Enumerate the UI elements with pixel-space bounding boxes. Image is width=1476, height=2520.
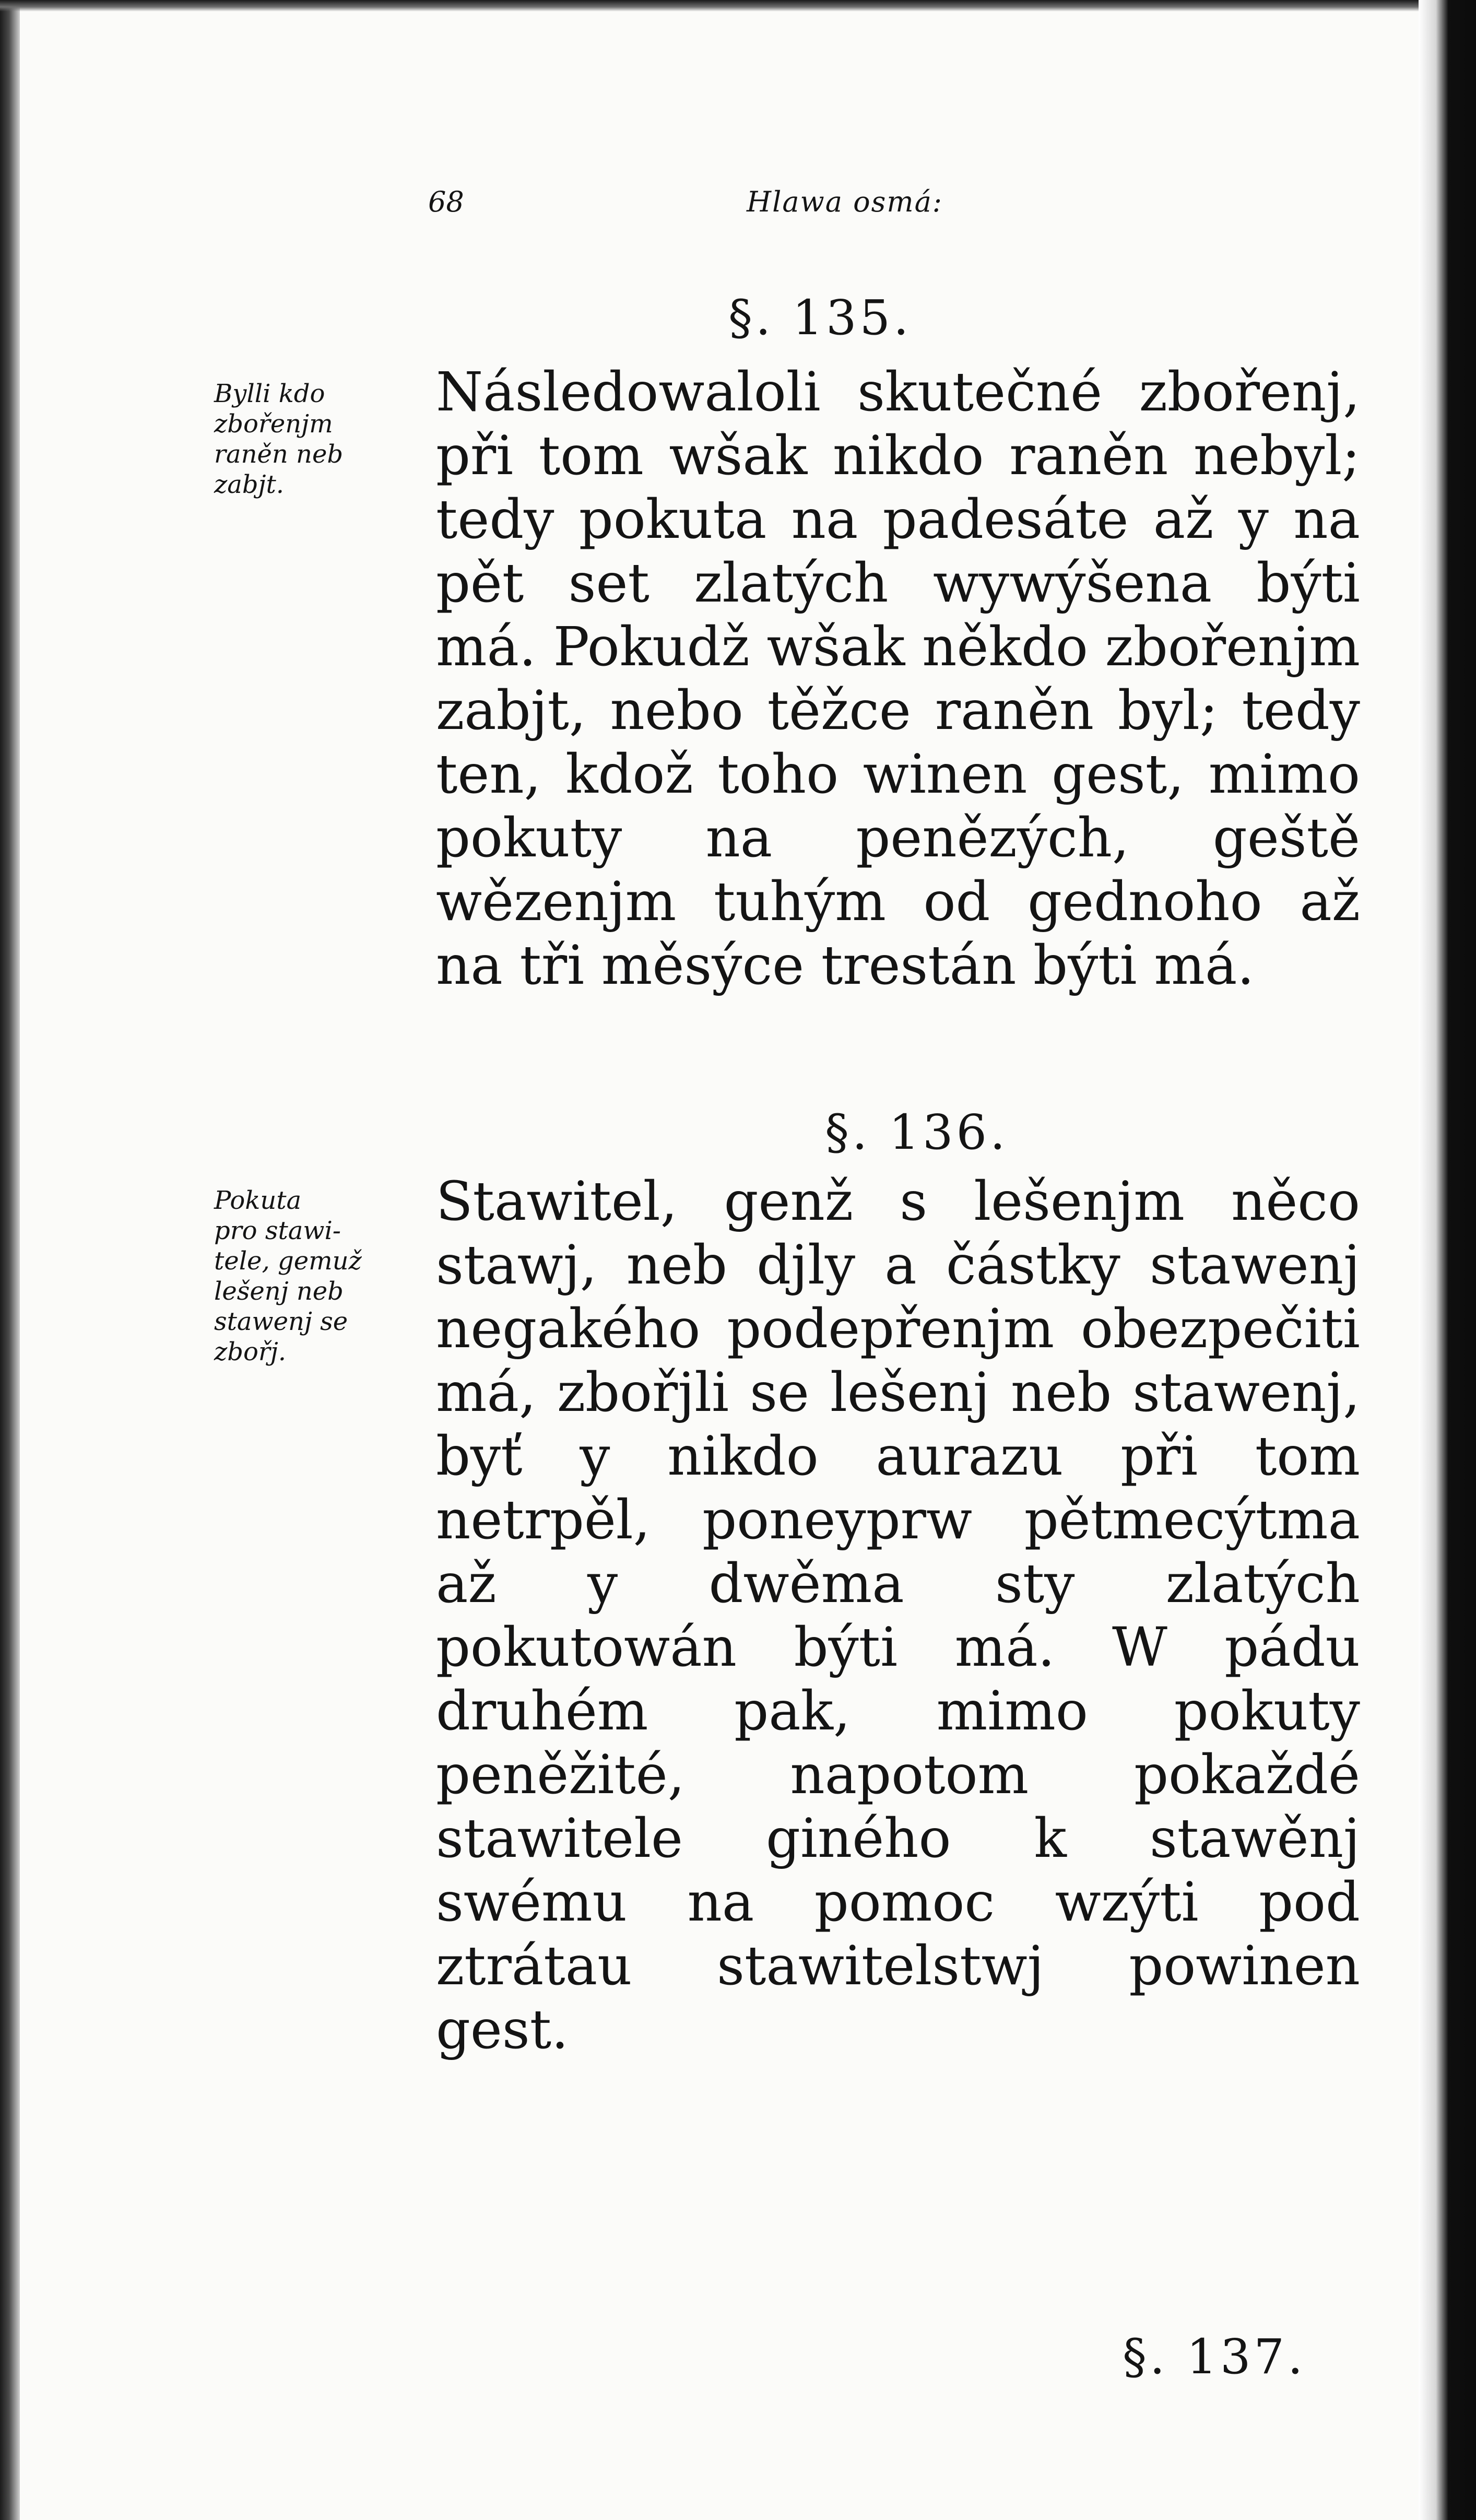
section-135-heading: §. 135. (728, 290, 912, 346)
running-title: Hlawa osmá: (747, 185, 943, 218)
section-136-margin-note: Pokuta pro stawi- tele, gemuž lešenj neb stawenj se zbořj. (214, 1186, 362, 1367)
section-136-heading: §. 136. (825, 1104, 1009, 1160)
binding-shadow (0, 0, 20, 2520)
page-header (428, 185, 1420, 232)
top-page-edge (0, 0, 1476, 11)
page-number: 68 (428, 185, 464, 218)
section-136-text: Stawitel, genž s lešenjm něco stawj, neb djly a částky stawenj negakého podepřenjm obezpečiti má, zbořjli se lešenj neb stawenj, byť y nikdo aurazu při tom netrpěl, poneyprw pětmecýtma až y dwěma sty zlatých pokutowán býti má. W pádu druhém pak, mimo pokuty peněžité, napotom pokaždé stawitele giného k stawěnj swému na pomoc wzýti pod ztrátau stawitelstwj powinen gest. (436, 1170, 1360, 2061)
right-page-edge (1419, 0, 1476, 2520)
catchword: §. 137. (1123, 2329, 1306, 2385)
section-135-text: Následowaloli skutečné zbořenj, při tom wšak nikdo raněn nebyl; tedy pokuta na padesáte až y na pět set zlatých wywýšena býti má. Pokudž wšak někdo zbořenjm zabjt, nebo těžce raněn byl; tedy ten, kdož toho winen gest, mimo pokuty na penězých, geště wězenjm tuhým od gednoho až na tři měsýce trestán býti má. (436, 361, 1360, 997)
section-135-margin-note: Bylli kdo zbořenjm raněn neb zabjt. (214, 379, 344, 499)
